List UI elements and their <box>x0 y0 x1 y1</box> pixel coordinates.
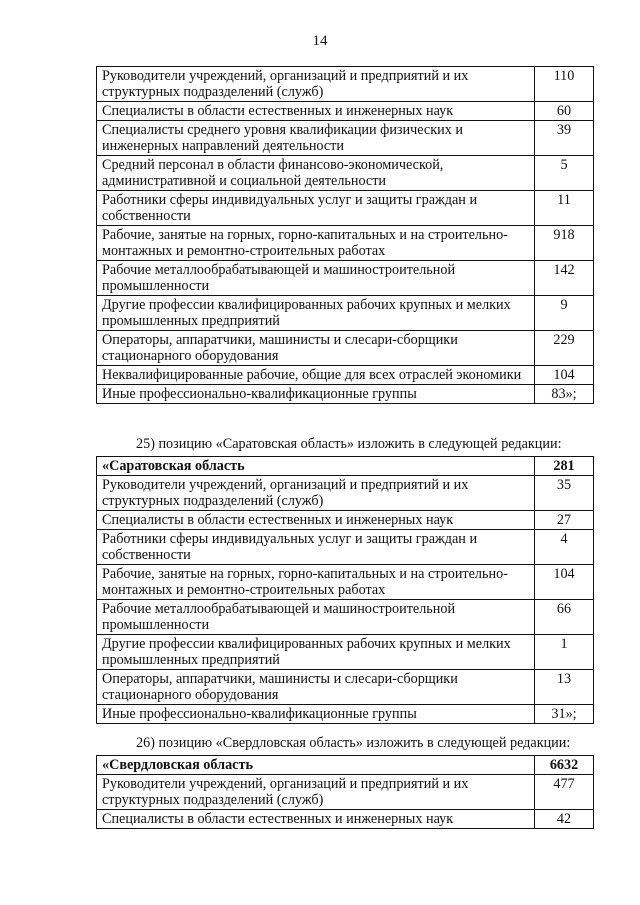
row-label: Средний персонал в области финансово-экономической, административной и социальной деятельности <box>97 156 535 191</box>
row-value: 42 <box>535 810 594 829</box>
row-value: 918 <box>535 226 594 261</box>
row-value: 110 <box>535 67 594 102</box>
row-label: Специалисты в области естественных и инженерных наук <box>97 511 535 530</box>
table-row <box>97 331 594 366</box>
row-label: Операторы, аппаратчики, машинисты и слесари-сборщики стационарного оборудования <box>97 331 535 366</box>
row-label: Рабочие, занятые на горных, горно-капитальных и на строительно-монтажных и ремонтно-строительных работах <box>97 565 535 600</box>
row-value: 229 <box>535 331 594 366</box>
table-row <box>97 670 594 705</box>
amendment-paragraph-25: 25) позицию «Саратовская область» изложить в следующей редакции: <box>136 436 562 452</box>
row-label: Специалисты в области естественных и инженерных наук <box>97 810 535 829</box>
table-row <box>97 385 594 404</box>
row-label: Руководители учреждений, организаций и предприятий и их структурных подразделений (служб) <box>97 476 535 511</box>
row-value: 35 <box>535 476 594 511</box>
region-total: 6632 <box>535 756 594 775</box>
row-value: 104 <box>535 366 594 385</box>
row-label: Руководители учреждений, организаций и предприятий и их структурных подразделений (служб) <box>97 67 535 102</box>
row-value: 477 <box>535 775 594 810</box>
sverdlovsk-table <box>96 755 594 829</box>
table-row <box>97 296 594 331</box>
row-value: 142 <box>535 261 594 296</box>
row-label: Неквалифицированные рабочие, общие для всех отраслей экономики <box>97 366 535 385</box>
table-header-row <box>97 756 594 775</box>
amendment-paragraph-26: 26) позицию «Свердловская область» изложить в следующей редакции: <box>136 735 571 751</box>
table-row <box>97 121 594 156</box>
row-label: Рабочие металлообрабатывающей и машиностроительной промышленности <box>97 261 535 296</box>
table-row <box>97 67 594 102</box>
row-label: Иные профессионально-квалификационные группы <box>97 705 535 724</box>
table-row <box>97 226 594 261</box>
table-row <box>97 565 594 600</box>
table-row <box>97 635 594 670</box>
table-row <box>97 705 594 724</box>
row-value: 13 <box>535 670 594 705</box>
table-row <box>97 366 594 385</box>
row-label: Иные профессионально-квалификационные группы <box>97 385 535 404</box>
row-label: Специалисты среднего уровня квалификации физических и инженерных направлений деятельности <box>97 121 535 156</box>
table-row <box>97 261 594 296</box>
row-label: Другие профессии квалифицированных рабочих крупных и мелких промышленных предприятий <box>97 296 535 331</box>
row-value: 66 <box>535 600 594 635</box>
occupation-table-1 <box>96 66 594 404</box>
region-title: «Саратовская область <box>97 457 535 476</box>
table-row <box>97 102 594 121</box>
row-label: Специалисты в области естественных и инженерных наук <box>97 102 535 121</box>
row-value: 5 <box>535 156 594 191</box>
row-value: 83»; <box>535 385 594 404</box>
table-row <box>97 476 594 511</box>
row-value: 1 <box>535 635 594 670</box>
row-label: Рабочие металлообрабатывающей и машиностроительной промышленности <box>97 600 535 635</box>
table-row <box>97 530 594 565</box>
row-value: 4 <box>535 530 594 565</box>
row-label: Руководители учреждений, организаций и предприятий и их структурных подразделений (служб) <box>97 775 535 810</box>
row-value: 39 <box>535 121 594 156</box>
row-value: 104 <box>535 565 594 600</box>
row-label: Операторы, аппаратчики, машинисты и слесари-сборщики стационарного оборудования <box>97 670 535 705</box>
table-header-row <box>97 457 594 476</box>
page-number: 14 <box>312 33 328 49</box>
table-row <box>97 156 594 191</box>
table-row <box>97 775 594 810</box>
table-row <box>97 600 594 635</box>
region-title: «Свердловская область <box>97 756 535 775</box>
row-value: 31»; <box>535 705 594 724</box>
table-row <box>97 191 594 226</box>
row-label: Рабочие, занятые на горных, горно-капитальных и на строительно-монтажных и ремонтно-строительных работах <box>97 226 535 261</box>
row-value: 9 <box>535 296 594 331</box>
table-row <box>97 511 594 530</box>
row-value: 60 <box>535 102 594 121</box>
region-total: 281 <box>535 457 594 476</box>
table-row <box>97 810 594 829</box>
row-label: Работники сферы индивидуальных услуг и защиты граждан и собственности <box>97 530 535 565</box>
saratov-table <box>96 456 594 724</box>
row-label: Другие профессии квалифицированных рабочих крупных и мелких промышленных предприятий <box>97 635 535 670</box>
row-value: 27 <box>535 511 594 530</box>
row-value: 11 <box>535 191 594 226</box>
row-label: Работники сферы индивидуальных услуг и защиты граждан и собственности <box>97 191 535 226</box>
